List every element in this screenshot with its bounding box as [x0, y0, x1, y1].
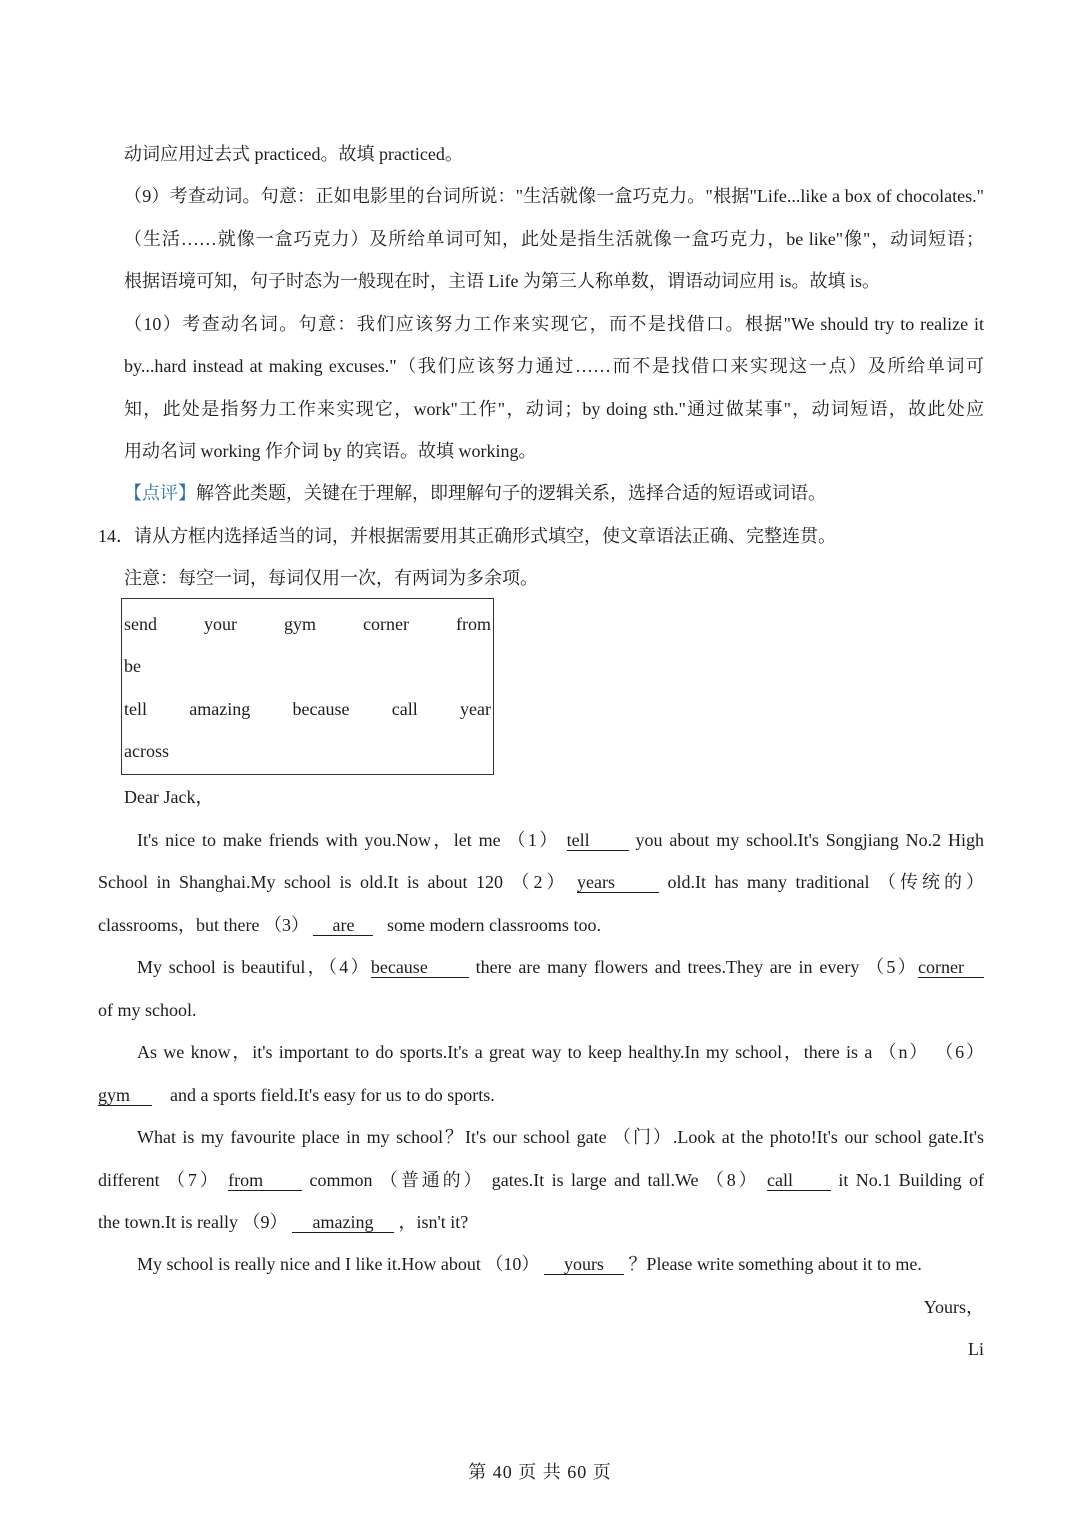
letter-p1-line2 — [98, 870, 984, 894]
letter-greeting: Dear Jack， — [124, 787, 214, 807]
letter-text: different （7） — [98, 1170, 221, 1190]
word-call: call — [391, 699, 418, 719]
letter-p3-line2 — [98, 1083, 495, 1107]
letter-text: you about my school.It's Songjiang No.2 High — [635, 830, 985, 850]
analysis-item10-line2: by...hard instead at making excuses."（我们应该努力通过……而不是找借口来实现这一点）及所给单词可 — [124, 356, 984, 376]
letter-text: School in Shanghai.My school is old.It is about 120 （2） — [98, 872, 569, 892]
word-because: because — [292, 699, 350, 719]
letter-text: old.It has many traditional （传统的） — [667, 872, 985, 892]
letter-text: common （普通的） gates.It is large and tall.We （8） — [309, 1170, 760, 1190]
word-gym: gym — [284, 614, 317, 634]
answer-blank-5: corner — [918, 957, 984, 978]
word-box — [121, 598, 494, 775]
letter-p5-line1 — [137, 1252, 922, 1276]
analysis-item9-line3: 根据语境可知，句子时态为一般现在时，主语 Life 为第三人称单数，谓语动词应用 is。故填 is。 — [124, 271, 880, 291]
analysis-item10-line1: （10）考查动名词。句意：我们应该努力工作来实现它，而不是找借口。根据"We should try to realize it — [124, 314, 984, 334]
letter-closing: Yours， — [923, 1297, 984, 1317]
word-across: across — [124, 741, 169, 761]
answer-blank-7: from — [228, 1170, 302, 1191]
letter-text: My school is beautiful，（4） — [137, 957, 371, 977]
question-note: 注意：每空一词，每词仅用一次，有两词为多余项。 — [124, 568, 538, 588]
analysis-item9-line1: （9）考查动词。句意：正如电影里的台词所说："生活就像一盒巧克力。"根据"Life...like a box of chocolates." — [124, 186, 984, 206]
letter-p4-line1: What is my favourite place in my school？It's our school gate （门）.Look at the photo!It's our school gate.It's — [137, 1127, 984, 1147]
word-amazing: amazing — [189, 699, 251, 719]
answer-blank-4: because — [371, 957, 469, 978]
letter-text: some modern classrooms too. — [386, 915, 601, 935]
answer-blank-9: amazing — [292, 1212, 394, 1233]
letter-text: ？Please write something about it to me. — [628, 1254, 922, 1274]
word-year: year — [460, 699, 491, 719]
letter-text: there are many flowers and trees.They are in every （5） — [475, 957, 918, 977]
analysis-item9-line2: （生活……就像一盒巧克力）及所给单词可知，此处是指生活就像一盒巧克力，be like"像"，动词短语； — [124, 229, 984, 249]
letter-text: It's nice to make friends with you.Now，let me （1） — [137, 830, 560, 850]
answer-blank-2: years — [577, 872, 659, 893]
word-from: from — [455, 614, 491, 634]
word-box-row-2 — [124, 654, 491, 678]
comment — [124, 481, 984, 505]
letter-p1-line1 — [137, 828, 984, 852]
question-instruction: 14．请从方框内选择适当的词，并根据需要用其正确形式填空，使文章语法正确、完整连贯。 — [98, 526, 836, 546]
word-tell: tell — [124, 699, 147, 719]
letter-text: ，isn't it? — [398, 1212, 469, 1232]
letter-text: My school is really nice and I like it.How about （10） — [137, 1254, 540, 1274]
word-corner: corner — [363, 614, 409, 634]
analysis-item10-line4: 用动名词 working 作介词 by 的宾语。故填 working。 — [124, 441, 537, 461]
word-be: be — [124, 656, 141, 676]
letter-p2-line1 — [137, 955, 984, 979]
letter-p2-line2: of my school. — [98, 1000, 197, 1020]
comment-tag: 【点评】 — [124, 483, 196, 503]
word-box-row-4 — [124, 739, 491, 763]
analysis-line: 动词应用过去式 practiced。故填 practiced。 — [124, 144, 463, 164]
letter-p4-line2 — [98, 1168, 984, 1192]
word-send: send — [124, 614, 157, 634]
analysis-item10-line3: 知，此处是指努力工作来实现它，work"工作"，动词；by doing sth."通过做某事"，动词短语，故此处应 — [124, 399, 984, 419]
word-box-row-1 — [124, 612, 491, 636]
answer-blank-3: are — [313, 915, 373, 936]
letter-text: it No.1 Building of — [838, 1170, 985, 1190]
letter-p3-line1: As we know，it's important to do sports.It's a great way to keep healthy.In my school，there is a （n） （6） — [137, 1042, 984, 1062]
word-box-row-3 — [124, 697, 491, 721]
page-footer: 第 40 页 共 60 页 — [468, 1462, 612, 1482]
letter-p4-line3 — [98, 1210, 468, 1234]
answer-blank-1: tell — [567, 830, 629, 851]
letter-p1-line3 — [98, 913, 601, 937]
letter-text: and a sports field.It's easy for us to do sports. — [170, 1085, 495, 1105]
letter-text: the town.It is really （9） — [98, 1212, 288, 1232]
answer-blank-10: yours — [544, 1254, 624, 1275]
answer-blank-6: gym — [98, 1085, 152, 1106]
letter-text: classrooms，but there （3） — [98, 915, 309, 935]
answer-blank-8: call — [767, 1170, 831, 1191]
letter-signature: Li — [968, 1339, 984, 1359]
word-your: your — [204, 614, 237, 634]
comment-text: 解答此类题，关键在于理解，即理解句子的逻辑关系，选择合适的短语或词语。 — [196, 483, 826, 503]
